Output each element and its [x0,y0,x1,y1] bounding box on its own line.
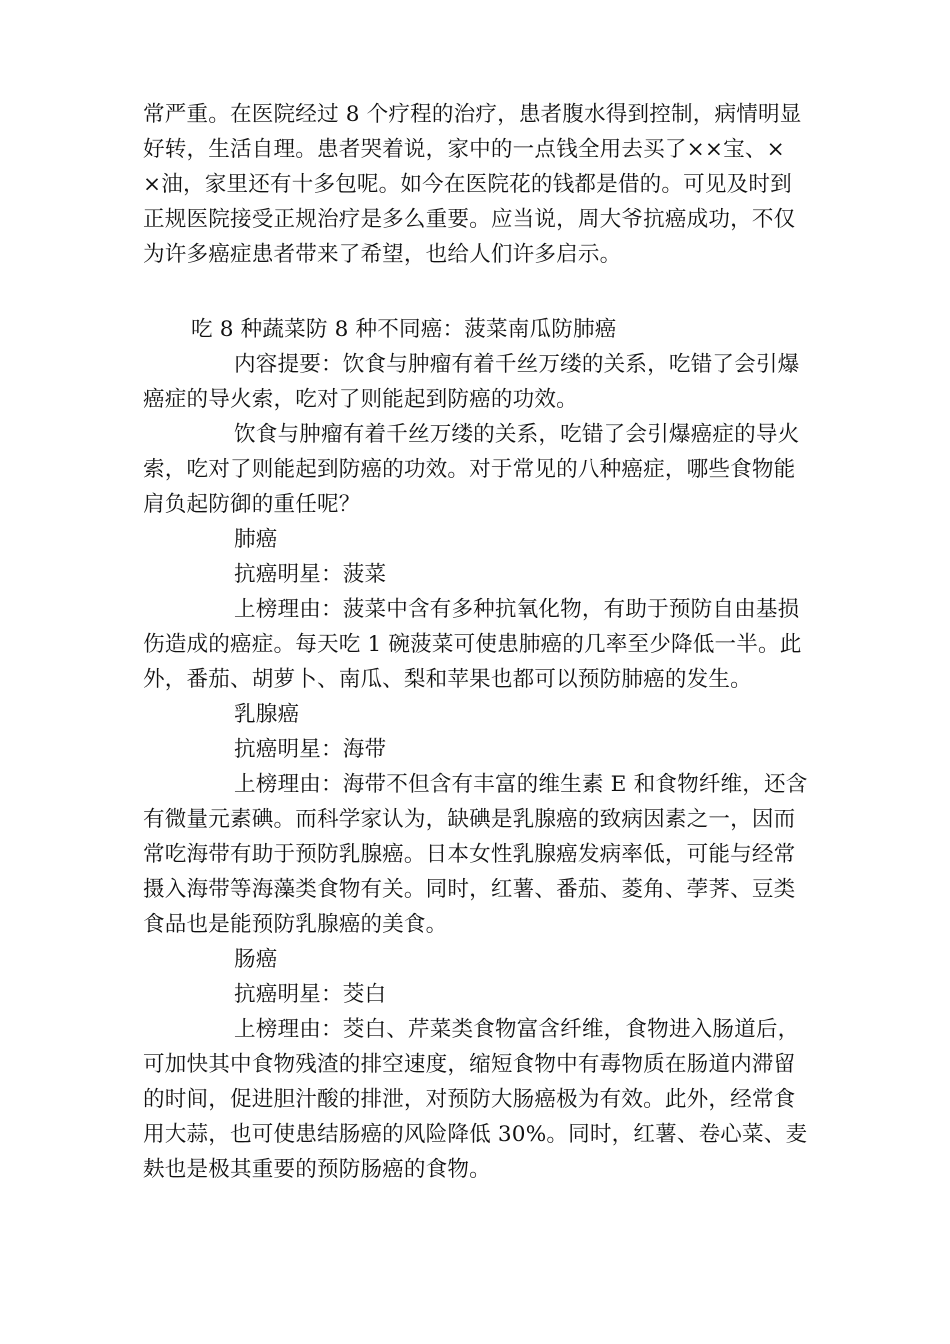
reason-line: 上榜理由：海带不但含有丰富的维生素 E 和食物纤维，还含 [234,772,808,797]
section-heading-colon-cancer: 肠癌 [234,947,278,972]
lead-line: 饮食与肿瘤有着千丝万缕的关系，吃错了会引爆癌症的导火 [234,422,800,447]
anticancer-star-line: 抗癌明星：海带 [234,737,387,762]
lead-line: 肩负起防御的重任呢？ [143,492,361,517]
reason-line: 上榜理由：茭白、芹菜类食物富含纤维，食物进入肠道后， [234,1017,800,1042]
reason-line: 可加快其中食物残渣的排空速度，缩短食物中有毒物质在肠道内滞留 [143,1052,796,1077]
reason-line: 上榜理由：菠菜中含有多种抗氧化物，有助于预防自由基损 [234,597,800,622]
reason-line: 的时间，促进胆汁酸的排泄，对预防大肠癌极为有效。此外，经常食 [143,1087,796,1112]
reason-line: 常吃海带有助于预防乳腺癌。日本女性乳腺癌发病率低，可能与经常 [143,842,796,867]
reason-line: 摄入海带等海藻类食物有关。同时，红薯、番茄、菱角、荸荠、豆类 [143,877,796,902]
paragraph-line: 正规医院接受正规治疗是多么重要。应当说，周大爷抗癌成功，不仅 [143,207,796,232]
lead-line: 索，吃对了则能起到防癌的功效。对于常见的八种癌症，哪些食物能 [143,457,796,482]
article-title: 吃 8 种蔬菜防 8 种不同癌：菠菜南瓜防肺癌 [191,317,617,342]
section-heading-breast-cancer: 乳腺癌 [234,702,300,727]
reason-line: 食品也是能预防乳腺癌的美食。 [143,912,448,937]
paragraph-line: 常严重。在医院经过 8 个疗程的治疗，患者腹水得到控制，病情明显 [143,102,802,127]
section-heading-lung-cancer: 肺癌 [234,527,278,552]
reason-line: 有微量元素碘。而科学家认为，缺碘是乳腺癌的致病因素之一，因而 [143,807,796,832]
paragraph-line: 好转，生活自理。患者哭着说，家中的一点钱全用去买了××宝、× [143,137,785,162]
reason-line: 麸也是极其重要的预防肠癌的食物。 [143,1157,491,1182]
intro-paragraph [143,97,818,272]
anticancer-star-line: 抗癌明星：菠菜 [234,562,387,587]
paragraph-line: ×油，家里还有十多包呢。如今在医院花的钱都是借的。可见及时到 [143,172,792,197]
reason-line: 伤造成的癌症。每天吃 1 碗菠菜可使患肺癌的几率至少降低一半。此 [143,632,802,657]
summary-line: 内容提要：饮食与肿瘤有着千丝万缕的关系，吃错了会引爆 [234,352,800,377]
reason-line: 外，番茄、胡萝卜、南瓜、梨和苹果也都可以预防肺癌的发生。 [143,667,752,692]
reason-line: 用大蒜，也可使患结肠癌的风险降低 30%。同时，红薯、卷心菜、麦 [143,1122,808,1147]
anticancer-star-line: 抗癌明星：茭白 [234,982,387,1007]
article-body [143,312,818,1187]
summary-line: 癌症的导火索，吃对了则能起到防癌的功效。 [143,387,578,412]
paragraph-line: 为许多癌症患者带来了希望，也给人们许多启示。 [143,242,622,267]
